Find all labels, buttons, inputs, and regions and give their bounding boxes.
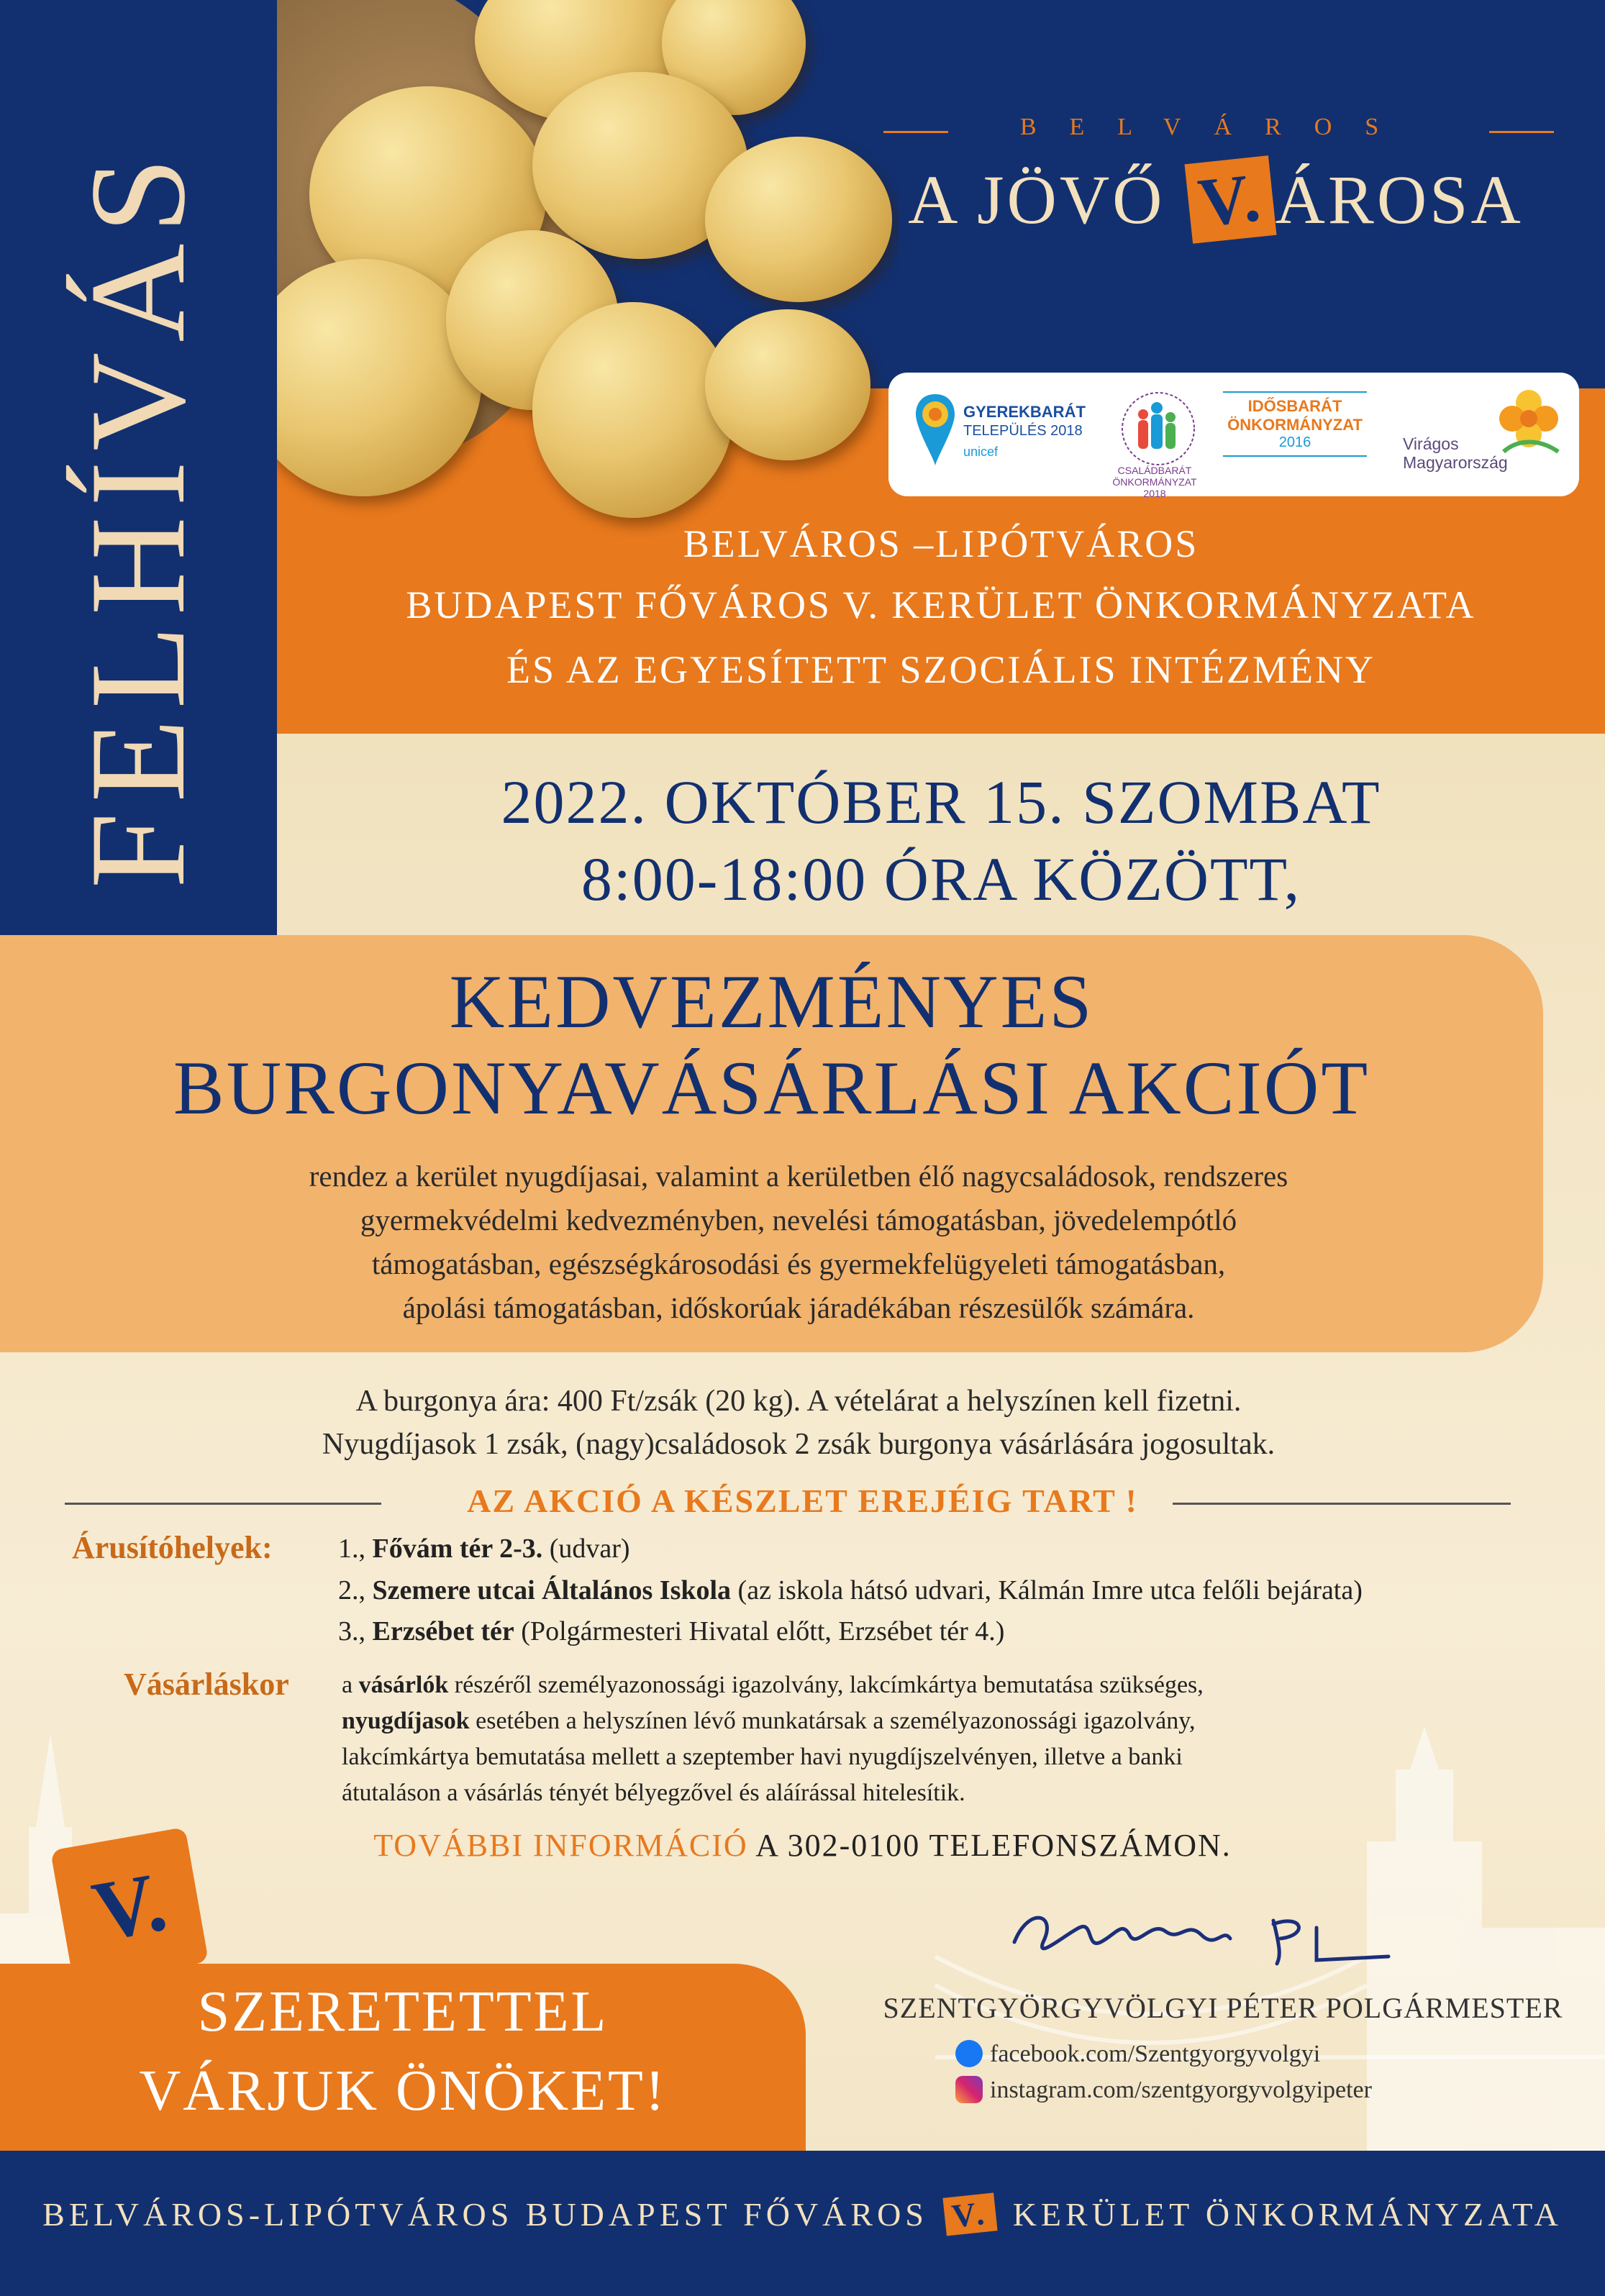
potato-photo bbox=[259, 0, 899, 575]
footer-v-badge: V. bbox=[943, 2192, 998, 2236]
purchase-text: a vásárlók részéről személyazonossági igazolvány, lakcímkártya bemutatása szükséges, nyugdíjasok esetében a helyszínen lévő munkatársak a személyazonossági igazolvány, lakcímkártya bemutatása mellett a szeptember havi nyugdíjszelvényen, illetve a banki átutaláson a vásárlás tényét bélyegzővel és aláírással hitelesítik. bbox=[342, 1672, 1204, 1806]
locations-label: Árusítóhelyek: bbox=[72, 1530, 273, 1565]
idosbarat-logo bbox=[1223, 384, 1374, 485]
csaladbarat-logo bbox=[1104, 384, 1212, 499]
info-highlight: TOVÁBBI INFORMÁCIÓ bbox=[373, 1828, 748, 1863]
map-pin-icon bbox=[913, 391, 958, 469]
idosbarat-line1: IDŐSBARÁT bbox=[1247, 397, 1342, 415]
facebook-link[interactable]: facebook.com/Szentgyorgyvolgyi bbox=[955, 2040, 1320, 2068]
eligibility-text: rendez a kerület nyugdíjasai, valamint a kerületben élő nagycsaládosok, rendszeres gyermekvédelmi kedvezményben, nevelési támogatásban, jövedelempótló támogatásban, egészségkárosodási és gyermekfelügyeleti támogatásban, ápolási támogatásban, időskorúak járadékában részesülők számára. bbox=[309, 1160, 1288, 1324]
welcome-line-1: SZERETETTEL bbox=[197, 1980, 609, 2044]
family-figures-icon bbox=[1108, 384, 1209, 470]
instagram-icon bbox=[955, 2076, 983, 2103]
viragos-logo bbox=[1403, 384, 1576, 485]
organizer-line-1: BELVÁROS –LIPÓTVÁROS bbox=[683, 522, 1199, 565]
idosbarat-line2: ÖNKORMÁNYZAT bbox=[1227, 416, 1363, 434]
organizer-line-2: BUDAPEST FŐVÁROS V. KERÜLET ÖNKORMÁNYZATA bbox=[406, 583, 1476, 627]
mayor-signature bbox=[1000, 1892, 1403, 1978]
stock-notice: AZ AKCIÓ A KÉSZLET EREJÉIG TART ! bbox=[467, 1482, 1138, 1519]
brand-title-suffix: ÁROSA bbox=[1275, 161, 1524, 238]
side-title-band bbox=[0, 0, 277, 1029]
purchase-label: Vásárláskor bbox=[124, 1667, 289, 1702]
footer-text: BELVÁROS-LIPÓTVÁROS BUDAPEST FŐVÁROS V. KERÜLET ÖNKORMÁNYZATA bbox=[0, 2195, 1605, 2233]
contact-info bbox=[0, 1827, 1605, 1864]
idosbarat-year: 2016 bbox=[1278, 434, 1311, 450]
location-2: 2., Szemere utcai Általános Iskola (az iskola hátsó udvari, Kálmán Imre utca felőli bejárata) bbox=[338, 1575, 1363, 1605]
location-1: 1., Fővám tér 2-3. (udvar) bbox=[338, 1534, 630, 1564]
gyerekbarat-subtitle: TELEPÜLÉS 2018 bbox=[963, 423, 1083, 439]
organizer-line-3: ÉS AZ EGYESÍTETT SZOCIÁLIS INTÉZMÉNY bbox=[506, 648, 1376, 691]
brand-title-prefix: A JÖVŐ bbox=[908, 161, 1165, 238]
district-badge: V. bbox=[50, 1827, 209, 1985]
gyerekbarat-logo bbox=[903, 384, 1111, 485]
footer bbox=[0, 2151, 1605, 2296]
unicef-label: unicef bbox=[963, 445, 999, 459]
award-logos-panel bbox=[888, 373, 1579, 499]
gyerekbarat-title: GYEREKBARÁT bbox=[963, 403, 1086, 421]
headline-line-2: BURGONYAVÁSÁRLÁSI AKCIÓT bbox=[173, 1046, 1370, 1130]
side-title: FELHÍVÁS bbox=[63, 147, 214, 889]
facebook-icon bbox=[955, 2040, 983, 2067]
instagram-link[interactable]: instagram.com/szentgyorgyvolgyipeter bbox=[955, 2076, 1372, 2104]
csaladbarat-label: CSALÁDBARÁT ÖNKORMÁNYZAT 2018 bbox=[1112, 465, 1197, 499]
location-3: 3., Erzsébet tér (Polgármesteri Hivatal előtt, Erzsébet tér 4.) bbox=[338, 1616, 1005, 1646]
brand-title bbox=[878, 160, 1554, 240]
info-phone: A 302-0100 TELEFONSZÁMON. bbox=[755, 1828, 1232, 1863]
viragos-label: Virágos Magyarország bbox=[1403, 434, 1508, 472]
brand-subtitle: BELVÁROS bbox=[1019, 114, 1412, 140]
event-date: 2022. OKTÓBER 15. SZOMBAT bbox=[501, 767, 1381, 837]
headline-line-1: KEDVEZMÉNYES bbox=[449, 960, 1094, 1044]
price-line: A burgonya ára: 400 Ft/zsák (20 kg). A vételárat a helyszínen kell fizetni. bbox=[355, 1385, 1242, 1418]
mayor-name: SZENTGYÖRGYVÖLGYI PÉTER POLGÁRMESTER bbox=[883, 1992, 1563, 2024]
event-time: 8:00-18:00 ÓRA KÖZÖTT, bbox=[581, 844, 1301, 914]
quota-line: Nyugdíjasok 1 zsák, (nagy)családosok 2 zsák burgonya vásárlására jogosultak. bbox=[322, 1428, 1276, 1461]
welcome-line-2: VÁRJUK ÖNÖKET! bbox=[139, 2059, 667, 2123]
brand-v-badge: V. bbox=[1184, 155, 1276, 244]
